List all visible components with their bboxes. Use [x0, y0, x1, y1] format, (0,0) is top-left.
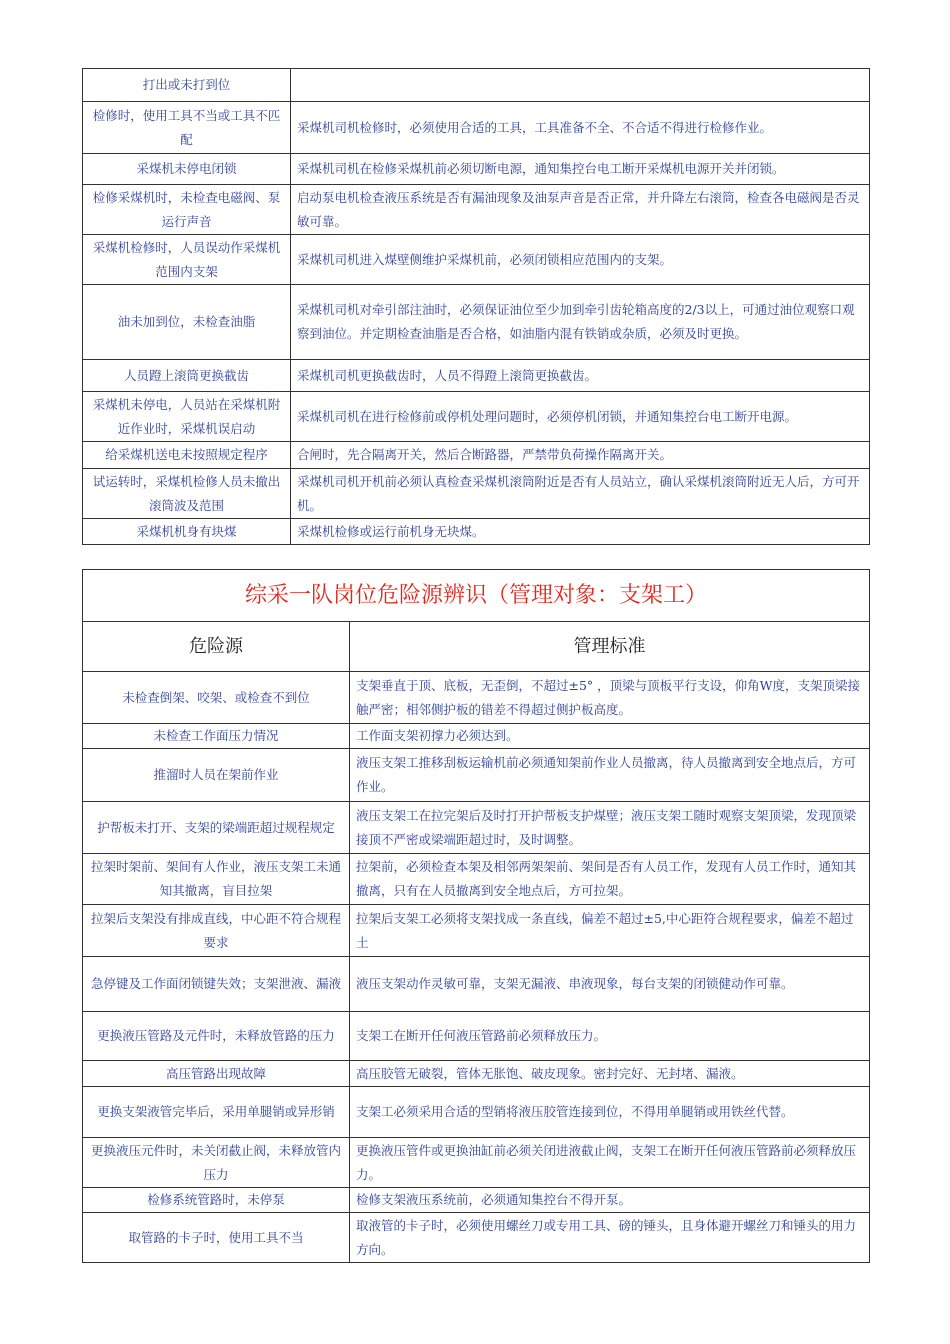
hazard-cell: 高压管路出现故障 — [83, 1061, 350, 1087]
standard-cell: 液压支架动作灵敏可靠，支架无漏液、串液现象，每台支架的闭锁健动作可靠。 — [350, 957, 870, 1012]
hazard-cell: 未检查倒架、咬架、或检查不到位 — [83, 672, 350, 724]
table-row — [83, 360, 870, 392]
hazard-cell: 更换液压管路及元件时，未释放管路的压力 — [83, 1012, 350, 1061]
hazard-cell: 试运转时，采煤机检修人员未撤出滚筒波及范围 — [83, 469, 291, 519]
hazard-cell: 更换支架液管完毕后，采用单腿销或异形销 — [83, 1087, 350, 1138]
table-row — [83, 519, 870, 545]
table-row — [83, 235, 870, 285]
hazard-cell: 推溜时人员在架前作业 — [83, 749, 350, 802]
table-title: 综采一队岗位危险源辨识（管理对象：支架工） — [83, 570, 870, 622]
standard-cell: 采煤机司机更换截齿时，人员不得蹬上滚筒更换截齿。 — [291, 360, 870, 392]
standard-cell: 液压支架工在拉完架后及时打开护帮板支护煤壁；液压支架工随时观察支架顶梁，发现顶梁接顶不严密或梁端距超过时，及时调整。 — [350, 802, 870, 854]
table-row — [83, 69, 870, 102]
standard-cell: 高压胶管无破裂，管体无胀饱、破皮现象。密封完好、无封堵、漏液。 — [350, 1061, 870, 1087]
hazard-cell: 拉架后支架没有排成直线，中心距不符合规程要求 — [83, 905, 350, 957]
standard-cell: 拉架后支架工必须将支架找成一条直线，偏差不超过±5,中心距符合规程要求，偏差不超过土 — [350, 905, 870, 957]
hazard-cell: 采煤机未停电，人员站在采煤机附近作业时，采煤机误启动 — [83, 392, 291, 442]
table-row — [83, 854, 870, 905]
table-row — [83, 154, 870, 185]
table-row — [83, 957, 870, 1012]
hazard-cell: 给采煤机送电未按照规定程序 — [83, 442, 291, 469]
standard-cell: 检修支架液压系统前，必须通知集控台不得开泵。 — [350, 1188, 870, 1213]
standard-cell: 采煤机检修或运行前机身无块煤。 — [291, 519, 870, 545]
table-row — [83, 749, 870, 802]
standard-cell: 采煤机司机对牵引部注油时，必须保证油位至少加到牵引齿轮箱高度的2/3以上，可通过油位观察口观察到油位。并定期检查油脂是否合格，如油脂内混有铁销或杂质，必须及时更换。 — [291, 285, 870, 360]
table-row — [83, 102, 870, 154]
table-row — [83, 672, 870, 724]
table-row — [83, 1188, 870, 1213]
standard-cell: 启动泵电机检查液压系统是否有漏油现象及油泵声音是否正常，并升降左右滚筒，检查各电磁阀是否灵敏可靠。 — [291, 185, 870, 235]
standard-cell: 工作面支架初撑力必须达到。 — [350, 724, 870, 749]
hazard-cell: 油未加到位，未检查油脂 — [83, 285, 291, 360]
standard-cell: 采煤机司机开机前必须认真检查采煤机滚筒附近是否有人员站立，确认采煤机滚筒附近无人后，方可开机。 — [291, 469, 870, 519]
standard-cell: 支架垂直于顶、底板，无歪倒，不超过±5° ，顶梁与顶板平行支设，仰角W度，支架顶梁接触严密；相邻侧护板的错差不得超过侧护板高度。 — [350, 672, 870, 724]
support-worker-hazard-table — [82, 569, 870, 1263]
hazard-cell: 人员蹬上滚筒更换截齿 — [83, 360, 291, 392]
standard-cell: 采煤机司机在进行检修前或停机处理问题时，必须停机闭锁，并通知集控台电工断开电源。 — [291, 392, 870, 442]
standard-cell: 采煤机司机在检修采煤机前必须切断电源，通知集控台电工断开采煤机电源开关并闭锁。 — [291, 154, 870, 185]
hazard-cell: 取管路的卡子时，使用工具不当 — [83, 1213, 350, 1263]
table-row — [83, 1061, 870, 1087]
table-row — [83, 1213, 870, 1263]
hazard-cell: 拉架时架前、架间有人作业，液压支架工未通知其撤离，盲目拉架 — [83, 854, 350, 905]
table-row — [83, 802, 870, 854]
table-row — [83, 1138, 870, 1188]
standard-cell: 液压支架工推移刮板运输机前必须通知架前作业人员撤离，待人员撤离到安全地点后，方可作业。 — [350, 749, 870, 802]
hazard-cell: 检修时，使用工具不当或工具不匹配 — [83, 102, 291, 154]
standard-cell: 合闸时，先合隔离开关，然后合断路器，严禁带负荷操作隔离开关。 — [291, 442, 870, 469]
standard-cell: 拉架前，必须检查本架及相邻两架架前、架间是否有人员工作，发现有人员工作时，通知其撤离，只有在人员撤离到安全地点后，方可拉架。 — [350, 854, 870, 905]
table-row — [83, 469, 870, 519]
hazard-cell: 采煤机未停电闭锁 — [83, 154, 291, 185]
table-row — [83, 905, 870, 957]
coal-shearer-hazard-table — [82, 68, 870, 545]
standard-cell: 取液管的卡子时，必须使用螺丝刀或专用工具、磅的锤头，且身体避开螺丝刀和锤头的用力方向。 — [350, 1213, 870, 1263]
table-row — [83, 442, 870, 469]
hazard-cell: 急停键及工作面闭锁键失效；支架泄液、漏液 — [83, 957, 350, 1012]
hazard-cell: 检修采煤机时，未检查电磁阀、泵运行声音 — [83, 185, 291, 235]
standard-cell: 采煤机司机检修时，必须使用合适的工具，工具准备不全、不合适不得进行检修作业。 — [291, 102, 870, 154]
column-header-standard: 管理标准 — [350, 622, 870, 672]
table-row — [83, 1012, 870, 1061]
hazard-cell: 更换液压元件时，未关闭截止阀，未释放管内压力 — [83, 1138, 350, 1188]
table-title-row — [83, 570, 870, 622]
hazard-cell: 检修系统管路时，未停泵 — [83, 1188, 350, 1213]
table-row — [83, 1087, 870, 1138]
hazard-cell: 采煤机检修时，人员误动作采煤机范围内支架 — [83, 235, 291, 285]
table-row — [83, 724, 870, 749]
standard-cell: 支架工必须采用合适的型销将液压胶管连接到位，不得用单腿销或用铁丝代替。 — [350, 1087, 870, 1138]
standard-cell: 采煤机司机进入煤壁侧维护采煤机前，必须闭锁相应范围内的支架。 — [291, 235, 870, 285]
hazard-cell: 打出或未打到位 — [83, 69, 291, 102]
column-header-row — [83, 622, 870, 672]
standard-cell — [291, 69, 870, 102]
column-header-hazard: 危险源 — [83, 622, 350, 672]
standard-cell: 支架工在断开任何液压管路前必须释放压力。 — [350, 1012, 870, 1061]
hazard-cell: 未检查工作面压力情况 — [83, 724, 350, 749]
table-row — [83, 285, 870, 360]
hazard-cell: 采煤机机身有块煤 — [83, 519, 291, 545]
hazard-cell: 护帮板未打开、支架的梁端距超过规程规定 — [83, 802, 350, 854]
standard-cell: 更换液压管件或更换油缸前必须关闭进液截止阀，支架工在断开任何液压管路前必须释放压力。 — [350, 1138, 870, 1188]
table-row — [83, 392, 870, 442]
table-row — [83, 185, 870, 235]
